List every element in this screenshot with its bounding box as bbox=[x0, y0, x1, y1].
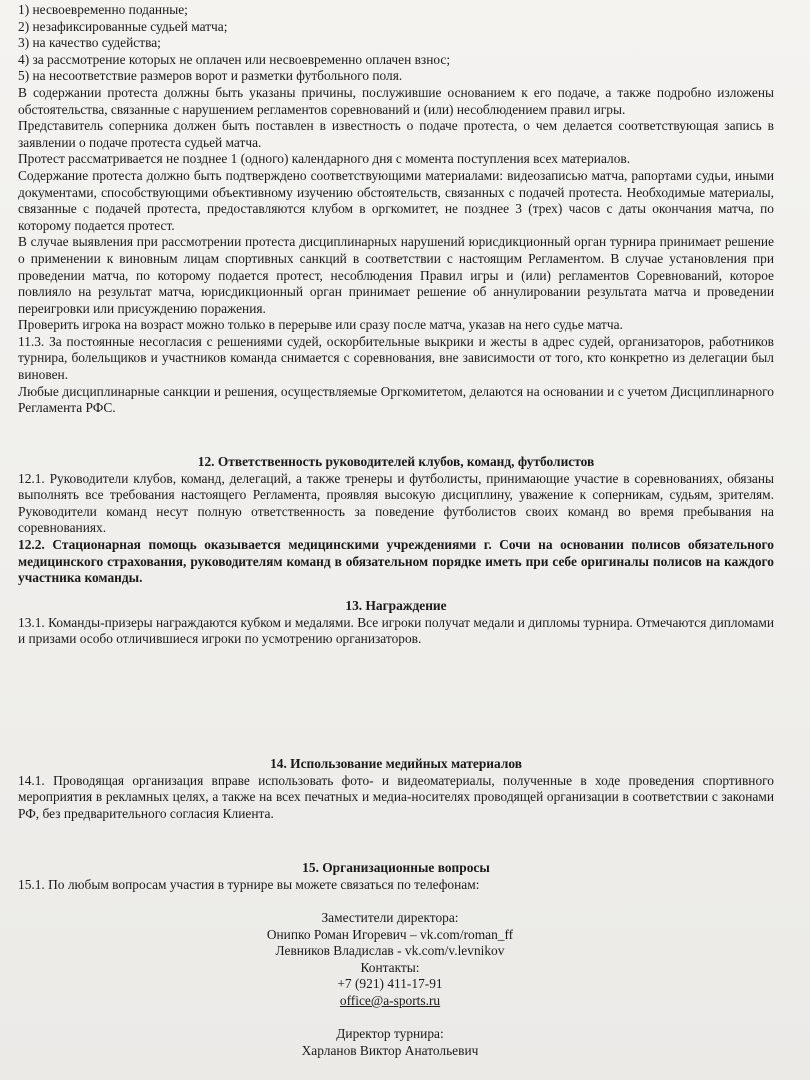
paragraph: 15.1. По любым вопросам участия в турнире вы можете связаться по телефонам: bbox=[18, 876, 480, 892]
section-heading: 15. Организационные вопросы bbox=[302, 860, 490, 875]
list-item: 4) за рассмотрение которых не оплачен или несвоевременно оплачен взнос; bbox=[18, 51, 451, 67]
list-item: 5) на несоответствие размеров ворот и разметки футбольного поля. bbox=[18, 68, 403, 84]
section-12 bbox=[18, 454, 774, 587]
protest-rules-block bbox=[18, 2, 774, 417]
director-label: Директор турнира: bbox=[336, 1026, 444, 1042]
paragraph: 11.3. За постоянные несогласия с решениями судей, оскорбительные выкрики и жесты в адрес судей, организаторов, работников турнира, болельщиков и участников команда снимается с соревнования, вне зависимости от того, кто конкретно из делегации был виновен. bbox=[18, 333, 774, 383]
section-14 bbox=[18, 756, 774, 822]
deputy-contact: Левников Владислав - vk.com/v.levnikov bbox=[275, 943, 505, 959]
paragraph: 12.1. Руководители клубов, команд, делегаций, а также тренеры и футболисты, принимающие участие в соревнованиях, обязаны выполнять все требования настоящего Регламента, проявляя высокую дисциплину, уважение к соперникам, судьям, зрителям. Руководители команд несут полную ответственность за поведение футболистов своих команд во время пребывания на соревнованиях. bbox=[18, 470, 774, 536]
paragraph: Содержание протеста должно быть подтверждено соответствующими материалами: видеозаписью матча, рапортами судьи, иными документами, способствующими объективному изучению обстоятельств, связанных с подачей протеста. Необходимые материалы, связанные с подачей протеста, предоставляются клубом в оргкомитет, не позднее 3 (трех) часов с даты окончания матча, по которому подается протест. bbox=[18, 167, 774, 233]
section-heading: 12. Ответственность руководителей клубов, команд, футболистов bbox=[197, 454, 595, 469]
section-15 bbox=[18, 860, 774, 893]
paragraph: Представитель соперника должен быть поставлен в известность о подаче протеста, о чем делается соответствующая запись в заявлении о подаче протеста судьей матча. bbox=[18, 118, 774, 150]
paragraph: 13.1. Команды-призеры награждаются кубком и медалями. Все игроки получат медали и дипломы турнира. Отмечаются дипломами и призами особо отличившиеся игроки по усмотрению организаторов. bbox=[18, 614, 774, 647]
paragraph: Проверить игрока на возраст можно только в перерыве или сразу после матча, указав на него судье матча. bbox=[18, 317, 623, 333]
section-heading: 14. Использование медийных материалов bbox=[270, 756, 522, 771]
section-13 bbox=[18, 598, 774, 648]
deputies-label: Заместители директора: bbox=[321, 910, 459, 925]
director-name: Харланов Виктор Анатольевич bbox=[301, 1042, 479, 1058]
paragraph: Любые дисциплинарные санкции и решения, осуществляемые Оргкомитетом, делаются на основании и с учетом Дисциплинарного Регламента РФС. bbox=[18, 383, 774, 416]
paragraph: 14.1. Проводящая организация вправе использовать фото- и видеоматериалы, полученные в ходе проведения спортивного мероприятия в рекламных целях, а также на всех печатных и медиа-носителях проводящей организации в соответствии с законами РФ, без предварительного согласия Клиента. bbox=[18, 772, 774, 821]
contacts-block bbox=[205, 910, 575, 1059]
contacts-label: Контакты: bbox=[360, 959, 420, 975]
paragraph-bold: 12.2. Стационарная помощь оказывается медицинскими учреждениями г. Сочи на основании полисов обязательного медицинского страхования, руководителям команд в обязательном порядке иметь при себе оригиналы полисов на каждого участника команды. bbox=[18, 536, 774, 586]
list-item: 3) на качество судейства; bbox=[18, 35, 161, 51]
paragraph: Протест рассматривается не позднее 1 (одного) календарного дня с момента поступления всех материалов. bbox=[18, 151, 631, 167]
paragraph: В содержании протеста должны быть указаны причины, послужившие основанием к его подаче, а также подробно изложены обстоятельства, связанные с нарушением регламентов соревнований и (или) несоблюдением правил игры. bbox=[18, 84, 774, 117]
phone-number: +7 (921) 411-17-91 bbox=[337, 976, 443, 992]
paragraph: В случае выявления при рассмотрении протеста дисциплинарных нарушений юрисдикционный орган турнира принимает решение о применении к виновным лицам спортивных санкций в соответствии с настоящим Регламентом. В случае установления при проведении матча, по которому подается протест, несоблюдения Правил игры и (или) регламентов Соревнований, которое повлияло на результат матча, юрисдикционный орган принимает решение об аннулировании результата матча и проведении переигровки или присуждению поражения. bbox=[18, 234, 774, 316]
section-heading: 13. Награждение bbox=[345, 598, 447, 613]
list-item: 1) несвоевременно поданные; bbox=[18, 2, 188, 17]
list-item: 2) незафиксированные судьей матча; bbox=[18, 18, 228, 34]
deputy-contact: Онипко Роман Игоревич – vk.com/roman_ff bbox=[266, 926, 514, 942]
email-link[interactable]: office@a-sports.ru bbox=[339, 992, 441, 1008]
spacer bbox=[205, 1010, 575, 1027]
